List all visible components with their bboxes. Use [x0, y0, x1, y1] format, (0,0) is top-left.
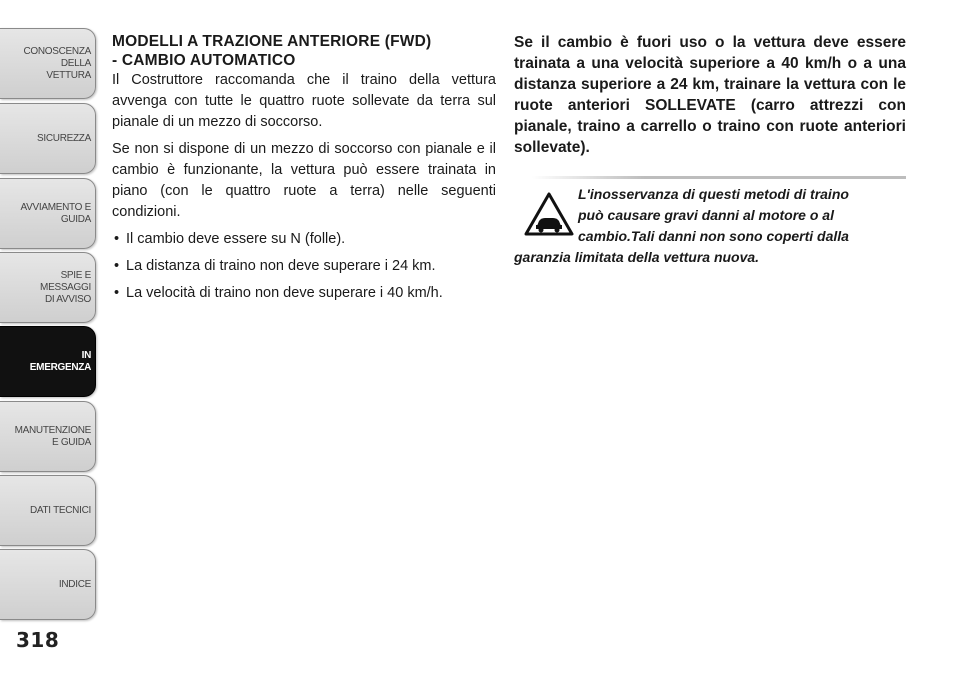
tab-indice[interactable] [0, 549, 96, 620]
towing-instruction: Se il cambio è fuori uso o la vettura deve essere trainata a una velocità superiore a 40 km/h o a una distanza superiore a 24 km, trainare la vettura con le ruote anteriori SOLLEVATE (carro attrezzi con pianale, traino a carrello o traino con ruote anteriori sollevate). [514, 34, 906, 156]
tab-manutenzione-e-guida[interactable] [0, 401, 96, 472]
tab-label: MANUTENZIONE E GUIDA [14, 424, 91, 448]
tab-label: CONOSCENZA DELLA VETTURA [23, 45, 91, 81]
left-column [112, 32, 496, 310]
tab-sicurezza[interactable] [0, 103, 96, 174]
paragraph-1: Il Costruttore raccomanda che il traino della vettura avvenga con tutte le quattro ruote sollevate da terra sul pianale di un mezzo di soccorso. [112, 72, 496, 130]
warning-line-1: L'inosservanza di questi metodi di traino [578, 186, 849, 202]
tab-dati-tecnici[interactable] [0, 475, 96, 546]
page-number: 318 [16, 628, 60, 652]
right-column [514, 32, 906, 268]
section-heading [112, 32, 496, 70]
list-item: • La velocità di traino non deve superare i 40 km/h. [112, 283, 496, 304]
tab-label: SICUREZZA [37, 132, 91, 144]
warning-triangle-car-icon [524, 192, 574, 236]
warning-box [514, 176, 906, 268]
tab-spie-e-messaggi[interactable] [0, 252, 96, 323]
conditions-list [112, 229, 496, 304]
tab-label: INDICE [58, 578, 91, 590]
tab-label: AVVIAMENTO E GUIDA [20, 201, 91, 225]
tab-label: SPIE E MESSAGGI DI AVVISO [40, 269, 91, 305]
warning-line-2: può causare gravi danni al motore o al [578, 207, 834, 223]
warning-line-3: cambio.Tali danni non sono coperti dalla [578, 228, 849, 244]
tab-conoscenza-della-vettura[interactable] [0, 28, 96, 99]
warning-line-4: garanzia limitata della vettura nuova. [514, 249, 760, 265]
list-item: • La distanza di traino non deve superare i 24 km. [112, 256, 496, 277]
heading-line-1: MODELLI A TRAZIONE ANTERIORE (FWD) [112, 33, 432, 50]
paragraph-2: Se non si dispone di un mezzo di soccorso con pianale e il cambio è funzionante, la vettura può essere trainata in piano (con le quattro ruote a terra) nelle seguenti condizioni. [112, 141, 496, 220]
tab-label: DATI TECNICI [29, 504, 91, 516]
list-item: • Il cambio deve essere su N (folle). [112, 229, 496, 250]
tab-in-emergenza[interactable] [0, 326, 96, 397]
warning-divider [532, 176, 906, 179]
tab-avviamento-e-guida[interactable] [0, 178, 96, 249]
tab-label: IN EMERGENZA [29, 349, 91, 373]
heading-line-2: - CAMBIO AUTOMATICO [112, 52, 296, 69]
